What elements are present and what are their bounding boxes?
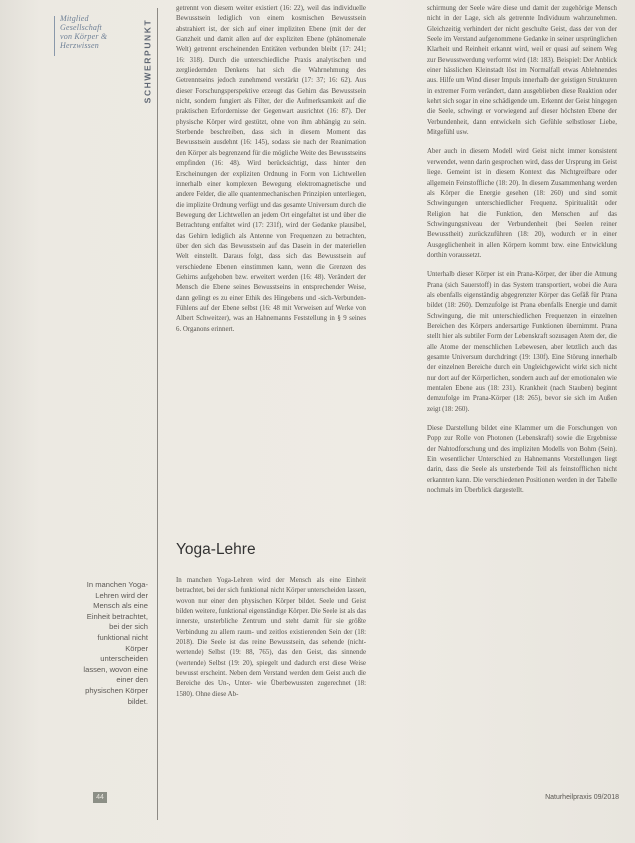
logo-line-4: Herzwissen [60, 41, 99, 50]
paragraph-gap [427, 415, 617, 424]
left-column-bottom [176, 576, 366, 700]
sidenote-quote: In manchen Yoga-Lehren wird der Mensch als eine Einheit betrachtet, bei der sich funktional nicht Körper unterscheiden lassen, wovon eine einer den physischen Körper bildet. [83, 580, 148, 706]
paragraph-gap [427, 261, 617, 270]
paragraph: Unterhalb dieser Körper ist ein Prana-Körper, der über die Atmung Prana (sich Sauerstoff) in das System transportiert, wobei die Aura als ebenfalls eigenständig abgegrenzter Körper das Gefäß für Prana bildet (18: 260). Demzufolge ist Prana ebenfalls Energie und damit Schwingung, die mit unterschiedlichen Frequenzen in einzelnen Bereichen des Körpers andersartige Funktionen übernimmt. Prana stellt hier als subtiler Form der Lebenskraft sozusagen Atem der, die alle Atome der menschlichen Lebewesen, aber letztlich auch das gesamte Universum durchdringt (19: 130f). Eine Störung innerhalb der einzelnen Bereiche durch ein Ungleichgewicht wirkt sich nicht nur dort auf der Körperlichen, sondern auch auf der emotionalen wie mentalen Ebene aus (18: 231). Krankheit (nach Stauben) beginnt demzufolge im Prana-Körper (18: 265), bevor sie sich im Außen zeigt (18: 260). [427, 271, 617, 413]
logo-bar [54, 16, 55, 56]
logo-line-2: Gesellschaft [60, 23, 102, 32]
paragraph: schirmung der Seele wäre diese und damit der zugehörige Mensch nicht in der Lage, sich als getrennte Individuum wahrzunehmen. Gleichzeitig verhindert der nicht geschulte Geist, dass der von der Seele im Verstand aufgenommene Gedanke in seiner ursprünglichen Klarheit und Reinheit erkannt wird, weil er quasi auf seinem Weg zur Bewusstwerdung verformt wird (18: 183). Beispiel: Der Anblick einer hässlichen Kleinstadt löst im Normalfall etwas Ablehnendes aus. Hilfe um Wind dieser Impuls innerhalb der geistigen Strukturen in extremer Form verändert, dann ausgeblieben diese Reaktion oder kehrt sich sogar in eine schädigende um. Erkennt der Geist hingegen die Seele, schwingt er vorwiegend auf dieser höchsten Ebene der Verbundenheit, dann entwickeln sich Gefühle selbstloser Liebe, Mitgefühl usw. [427, 5, 617, 137]
paragraph-gap [427, 138, 617, 147]
footer-issue: Naturheilpraxis 09/2018 [545, 794, 619, 801]
paragraph: Diese Darstellung bildet eine Klammer um die Forschungen von Popp zur Rolle von Photonen (Lebenskraft) sowie die Ergebnisse der Nahtodforschung und des impliziten Modells von Bohm (Sein). Ein wesentlicher Unterschied zu Hahnemanns Vorstellungen liegt darin, dass die Seele als unsterbende Teil als feinstofflichen nicht erkannten kann. Die verschiedenen Positionen werden in der Tabelle nochmals im Überblick dargestellt. [427, 425, 617, 495]
section-label: SCHWERPUNKT [142, 18, 152, 104]
journal-logo [60, 14, 148, 50]
logo-line-3: von Körper & [60, 32, 108, 41]
right-column [427, 4, 617, 496]
page-number: 44 [93, 792, 107, 803]
section-heading: Yoga-Lehre [176, 541, 256, 558]
column-divider [157, 8, 158, 820]
paragraph: getrennt von diesem weiter existiert (16: 22), weil das individuelle Bewusstsein lediglich von einem kosmischen Bewusstsein abstrahiert ist, der sich auf einer impliziten Ebene (mit der der Ganzheit und damit allen auf der expliziten Ebene (phänomenale Welt) getrennt erscheinenden Entitäten verbunden bleibt (17: 241; 16: 318). Durch die unterschiedliche Praxis analytischen und zergliedernden Denkens hat sich die Wahrnehmung des Getrenntseins jedoch zunehmend verstärkt (17: 37; 16: 62). Aus dieser Forschungsperspektive erzeugt das Gehirn das Bewusstsein nicht, sondern fungiert als Filter, der die Aufmerksamkeit auf die praktischen Erfordernisse der Gegenwart ausrichtet (16: 87). Der physische Körper wird gestützt, ohne von ihm abhängig zu sein. Sterbende beschreiben, dass sich in diesem Moment das Bewusstsein ausdehnt (16: 145), sodass sie nach der Reanimation den Körper als begrenzend für die mögliche Weite des Bewusstseins empfinden (16: 48). Wird berücksichtigt, dass hinter den Erscheinungen der expliziten Ordnung in Form von Lichtwellen innerhalb einer komplexen Bewegung elektromagnetische und andere Felder, die alle quantenmechanischen Prinzipien unterliegen, die implizite Ordnung verfügt und das gesamte Universum durch die Bewegung der Lichtwellen an jedem Ort eingefaltet ist und über die Betrachtung entfaltet wird (17: 231f), wird der Gedanke plausibel, das Gehirn lediglich als Antenne von Frequenzen zu betrachten, über den sich das Bewusstsein auf das Dasein in der materiellen Welt einstellt. Daraus folgt, dass sich das Bewusstsein auf verschiedene Ebenen einstimmen kann, wenn die Grenzen des Gehirns aufgehoben bzw. erweitert werden (16: 48). Verändert der Mensch die Ebene seines Bewusstseins in entsprechender Weise, dann gelingt es zu einer Ethik des Hingebens und -sich-Verbunden-Fühlens auf der Ebene selbst (16: 48 mit Verweisen auf Werke von Albert Schweitzer), was an Hahnemanns Feststellung in § 9 seines 6. Organons erinnert. [176, 5, 366, 333]
paragraph: Aber auch in diesem Modell wird Geist nicht immer konsistent verwendet, wenn darin gesprochen wird, dass der Ursprung im Geist liege. Gemeint ist in diesem Kontext das Nichtgreifbare oder allgemein Feinstoffliche (18: 20). In diesem Zusammenhang werden als Körper die Energie gesehen (18: 260) und sind somit Schwingungen unterschiedlicher Frequenz. Spiritualität oder Religion hat die Funktion, den Menschen auf das Schwingungsniveau der Verbundenheit (bei Seelen reiner Bewusstheit) zurückzuführen (18: 20), wodurch er in einer Ausgeglichenheit in allen Körpern kommt bzw. eine Entwicklung dorthin voraussetzt. [427, 148, 617, 259]
logo-line-1: Mitglied [60, 14, 89, 23]
paragraph: In manchen Yoga-Lehren wird der Mensch als eine Einheit betrachtet, bei der sich funktional nicht Körper unterscheiden lassen, wovon nur einer den physischen Körper bildet. Seele und Geist bilden weitere, funktional eigenständige Körper. Die Seele ist als das innerste, unsterbliche Zentrum und steht damit für sie größte Verbindung zu allem raum- und zeitlos existierenden Sein der (18: 2018). Die Seele ist das reine Bewusstsein, das sehende (nicht-wertende) Selbst (19: 88, 765), das den Geist, das sinnende (wertende) Selbst (19: 20), spiegelt und dadurch erst diese Weise bewusst erscheint. Neben dem Verstand werden dem Geist auch die Bereiche des Un-, Unter- wie Überbewussten zugerechnet (18: 1580). Ohne diese Ab- [176, 577, 367, 698]
left-column-top [176, 4, 366, 335]
section-label-wrap [140, 11, 154, 111]
